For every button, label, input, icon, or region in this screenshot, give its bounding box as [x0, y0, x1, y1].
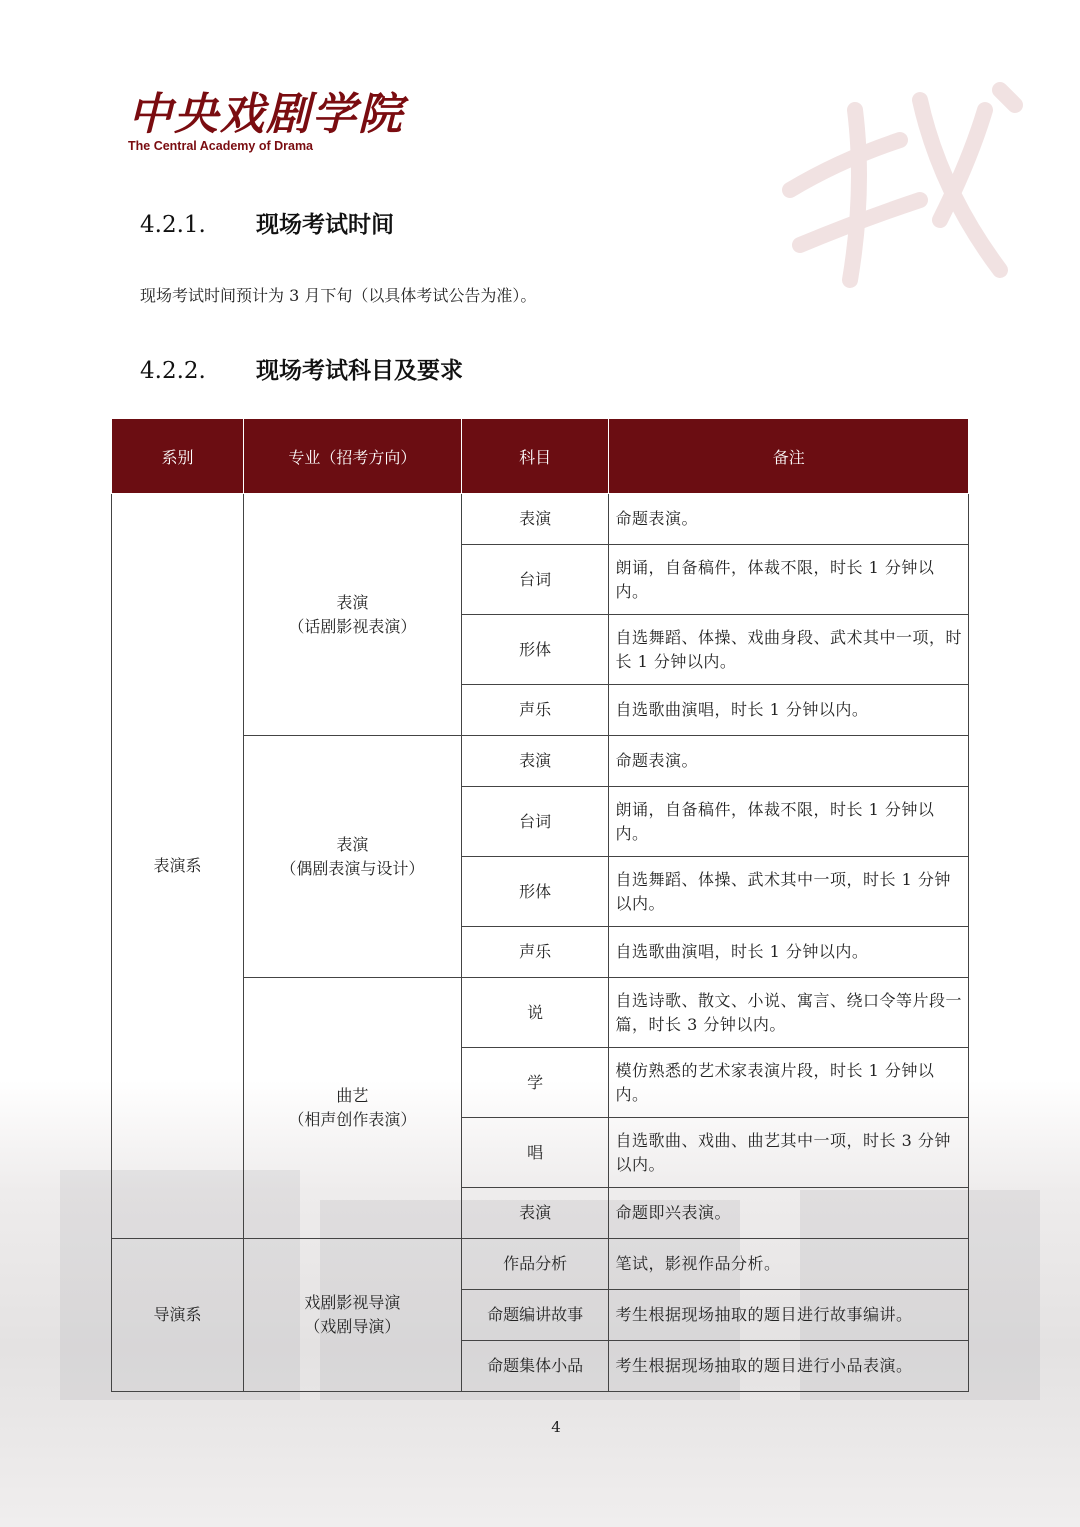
major-direction: （相声创作表演）: [288, 1110, 417, 1129]
major-name: 曲艺: [336, 1086, 369, 1105]
subject-cell: 表演: [461, 736, 609, 787]
note-cell: 自选诗歌、散文、小说、寓言、绕口令等片段一篇，时长 3 分钟以内。: [609, 978, 969, 1048]
header-major: 专业（招考方向）: [244, 419, 462, 494]
subject-cell: 说: [461, 978, 609, 1048]
major-direction: （偶剧表演与设计）: [280, 858, 425, 878]
note-cell: 自选舞蹈、体操、武术其中一项，时长 1 分钟以内。: [609, 857, 969, 927]
note-cell: 考生根据现场抽取的题目进行小品表演。: [609, 1341, 969, 1392]
major-cell: [244, 494, 462, 736]
section-number: 4.2.1.: [140, 212, 206, 238]
section-title: 现场考试时间: [256, 211, 394, 238]
subject-cell: 形体: [461, 857, 609, 927]
note-cell: 自选歌曲、戏曲、曲艺其中一项，时长 3 分钟以内。: [609, 1118, 969, 1188]
section-heading-exam-time: [140, 206, 394, 239]
table-row: [112, 494, 969, 545]
note-cell: 自选舞蹈、体操、戏曲身段、武术其中一项，时长 1 分钟以内。: [609, 615, 969, 685]
academy-logo-chinese: 中央戏剧学院: [128, 89, 404, 140]
major-name: 戏剧影视导演: [304, 1293, 401, 1312]
note-cell: 命题表演。: [609, 736, 969, 787]
note-cell: 命题即兴表演。: [609, 1188, 969, 1239]
exam-subjects-table: [111, 418, 969, 1392]
major-name: 表演: [336, 834, 369, 854]
page-number: 4: [551, 1418, 561, 1436]
note-cell: 考生根据现场抽取的题目进行故事编讲。: [609, 1290, 969, 1341]
note-cell: 自选歌曲演唱，时长 1 分钟以内。: [609, 685, 969, 736]
note-cell: 命题表演。: [609, 494, 969, 545]
table-header-row: [112, 419, 969, 494]
note-cell: 笔试，影视作品分析。: [609, 1239, 969, 1290]
subject-cell: 台词: [461, 787, 609, 857]
note-cell: 模仿熟悉的艺术家表演片段，时长 1 分钟以内。: [609, 1048, 969, 1118]
subject-cell: 唱: [461, 1118, 609, 1188]
note-cell: 自选歌曲演唱，时长 1 分钟以内。: [609, 927, 969, 978]
section-heading-exam-subjects: [140, 352, 463, 385]
major-cell: [244, 1239, 462, 1392]
major-name: 表演: [336, 592, 369, 612]
subject-cell: 表演: [461, 494, 609, 545]
header-notes: 备注: [609, 419, 969, 494]
department-cell: 导演系: [112, 1239, 244, 1392]
exam-time-paragraph: 现场考试时间预计为 3 月下旬（以具体考试公告为准）。: [140, 286, 537, 305]
calligraphy-watermark: [770, 70, 1030, 310]
subject-cell: 命题集体小品: [461, 1341, 609, 1392]
subject-cell: 命题编讲故事: [461, 1290, 609, 1341]
table-row: [112, 1239, 969, 1290]
major-direction: （戏剧导演）: [304, 1317, 401, 1336]
subject-cell: 声乐: [461, 927, 609, 978]
subject-cell: 作品分析: [461, 1239, 609, 1290]
subject-cell: 声乐: [461, 685, 609, 736]
header-subject: 科目: [461, 419, 609, 494]
academy-logo-english: The Central Academy of Drama: [128, 139, 314, 153]
major-direction: （话剧影视表演）: [288, 616, 417, 636]
subject-cell: 台词: [461, 545, 609, 615]
section-title: 现场考试科目及要求: [256, 357, 463, 384]
department-cell: 表演系: [112, 494, 244, 1239]
header-department: 系别: [112, 419, 244, 494]
major-cell: [244, 978, 462, 1239]
subject-cell: 形体: [461, 615, 609, 685]
note-cell: 朗诵，自备稿件，体裁不限，时长 1 分钟以内。: [609, 545, 969, 615]
major-cell: [244, 736, 462, 978]
note-cell: 朗诵，自备稿件，体裁不限，时长 1 分钟以内。: [609, 787, 969, 857]
subject-cell: 学: [461, 1048, 609, 1118]
section-number: 4.2.2.: [140, 358, 206, 384]
subject-cell: 表演: [461, 1188, 609, 1239]
